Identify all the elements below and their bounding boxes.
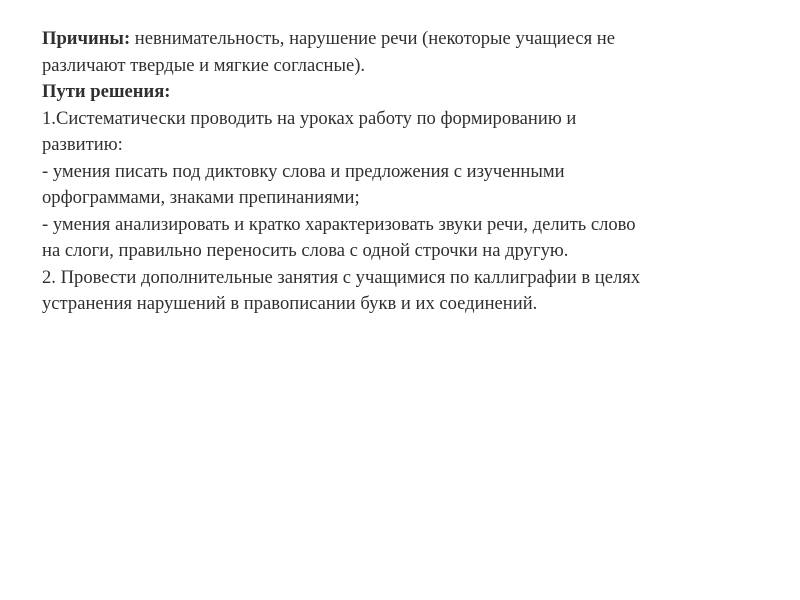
solutions-line: 2. Провести дополнительные занятия с учащимися по каллиграфии в целях	[42, 266, 641, 288]
solutions-line: развитию:	[42, 134, 123, 155]
solutions-line: устранения нарушений в правописании букв и их соединений.	[42, 293, 538, 314]
causes-line-1	[42, 26, 766, 53]
solutions-line: - умения анализировать и кратко характеризовать звуки речи, делить слово	[42, 213, 636, 235]
causes-heading: Причины:	[42, 28, 131, 49]
solutions-line: 1.Систематически проводить на уроках работу по формированию и	[42, 107, 577, 129]
causes-text: невнимательность, нарушение речи (некоторые учащиеся не	[130, 28, 615, 49]
solutions-line: на слоги, правильно переносить слова с одной строчки на другую.	[42, 240, 569, 261]
solutions-heading: Пути решения:	[42, 81, 171, 102]
causes-line-2: различают твердые и мягкие согласные).	[42, 54, 366, 76]
solutions-line: - умения писать под диктовку слова и предложения с изученными	[42, 160, 565, 182]
solutions-line: орфограммами, знаками препинаниями;	[42, 187, 360, 208]
slide-text-block	[42, 26, 766, 318]
